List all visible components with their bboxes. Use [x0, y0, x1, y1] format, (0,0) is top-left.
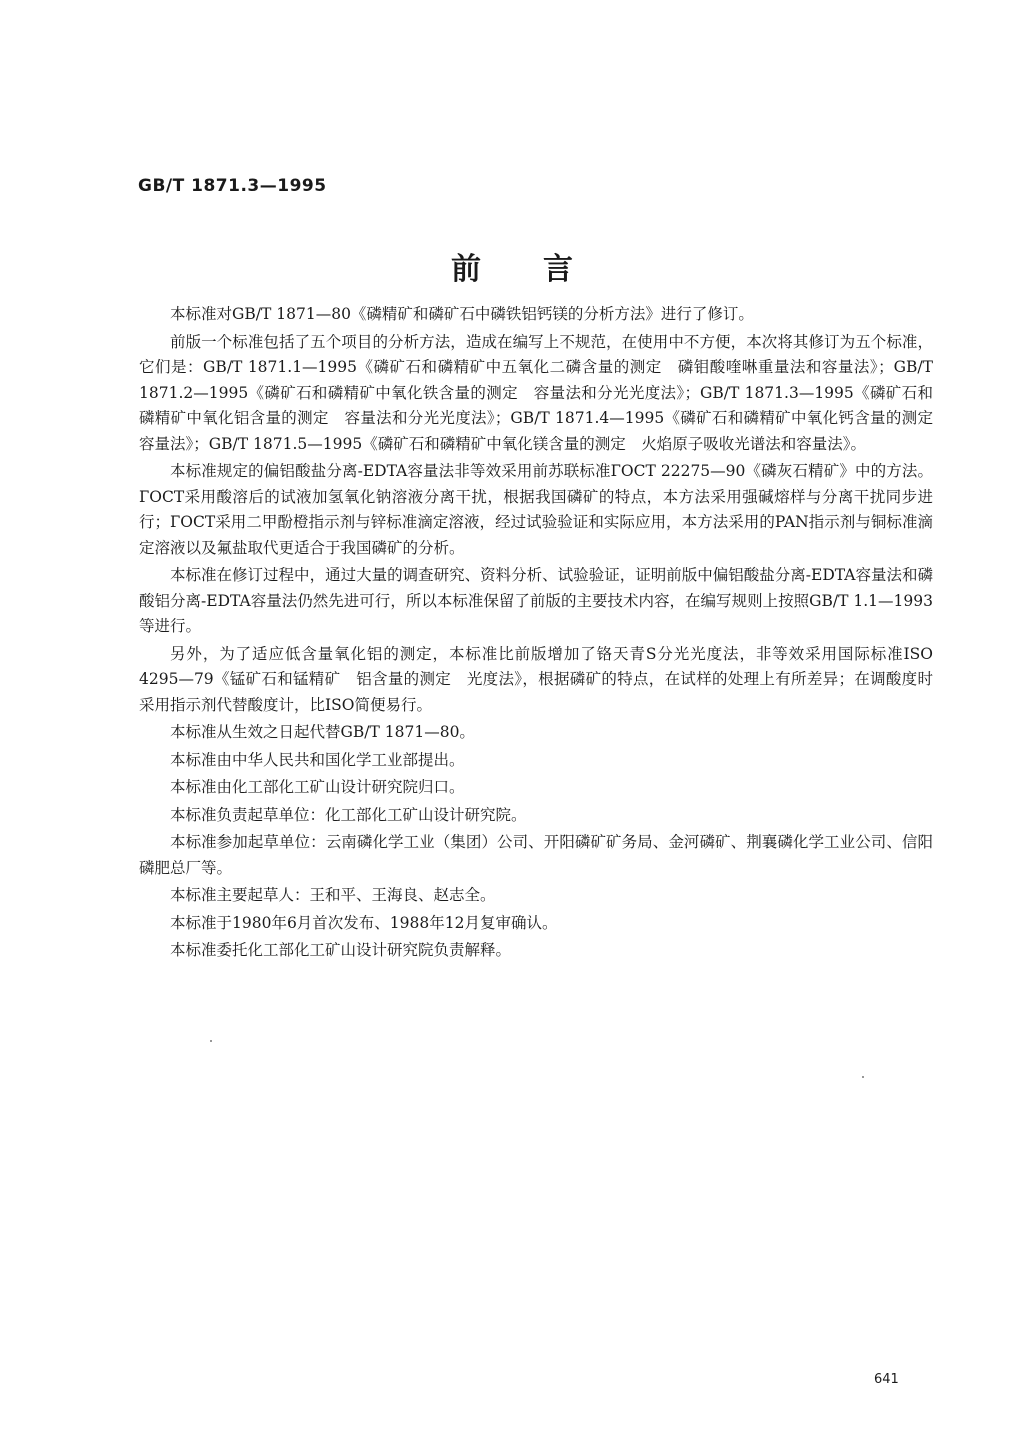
paragraph: 本标准从生效之日起代替GB/T 1871—80。	[170, 723, 475, 741]
paragraph: 本标准参加起草单位：云南磷化学工业（集团）公司、开阳磷矿矿务局、金河磷矿、荆襄磷化学工业公司、信阳磷肥总厂等。	[139, 833, 933, 877]
scan-speck	[862, 1076, 864, 1078]
paragraph: 本标准由中华人民共和国化学工业部提出。	[170, 750, 465, 769]
scan-speck	[210, 1040, 212, 1042]
paragraph: 另外，为了适应低含量氧化铝的测定，本标准比前版增加了铬天青S分光光度法，非等效采用国际标准ISO 4295—79《锰矿石和锰精矿 铝含量的测定 光度法》，根据磷矿的特点，在试样的处理上有所差异；在调酸度时采用指示剂代替酸度计，比ISO简便易行。	[139, 644, 933, 714]
paragraph: 本标准对GB/T 1871—80《磷精矿和磷矿石中磷铁铝钙镁的分析方法》进行了修订。	[170, 305, 754, 323]
standard-code: GB/T 1871.3—1995	[138, 176, 327, 196]
paragraph: 本标准委托化工部化工矿山设计研究院负责解释。	[170, 941, 512, 959]
paragraph: 前版一个标准包括了五个项目的分析方法，造成在编写上不规范，在使用中不方便，本次将其修订为五个标准，它们是：GB/T 1871.1—1995《磷矿石和磷精矿中五氧化二磷含量的测定 磷钼酸喹啉重量法和容量法》；GB/T 1871.2—1995《磷矿石和磷精矿中氧化铁含量的测定 容量法和分光光度法》；GB/T 1871.3—1995《磷矿石和磷精矿中氧化铝含量的测定 容量法和分光光度法》；GB/T 1871.4—1995《磷矿石和磷精矿中氧化钙含量的测定 容量法》；GB/T 1871.5—1995《磷矿石和磷精矿中氧化镁含量的测定 火焰原子吸收光谱法和容量法》。	[139, 332, 949, 453]
paragraph: 本标准由化工部化工矿山设计研究院归口。	[170, 778, 465, 796]
paragraph: 本标准在修订过程中，通过大量的调查研究、资料分析、试验验证，证明前版中偏铝酸盐分离-EDTA容量法和磷酸铝分离-EDTA容量法仍然先进可行，所以本标准保留了前版的主要技术内容，在编写规则上按照GB/T 1.1—1993等进行。	[139, 566, 933, 635]
page-number: 641	[874, 1372, 899, 1387]
paragraph: 本标准负责起草单位：化工部化工矿山设计研究院。	[170, 805, 527, 824]
paragraph: 本标准主要起草人：王和平、王海良、赵志全。	[170, 886, 496, 904]
foreword-body	[139, 302, 949, 966]
page-title: 前言	[451, 252, 635, 287]
paragraph: 本标准规定的偏铝酸盐分离-EDTA容量法非等效采用前苏联标准ГОСТ 22275—90《磷灰石精矿》中的方法。ГОСТ采用酸溶后的试液加氢氧化钠溶液分离干扰，根据我国磷矿的特点，本方法采用强碱熔样与分离干扰同步进行；ГОСТ采用二甲酚橙指示剂与锌标准滴定溶液，经过试验验证和实际应用，本方法采用的PAN指示剂与铜标准滴定溶液以及氟盐取代更适合于我国磷矿的分析。	[139, 462, 933, 557]
paragraph: 本标准于1980年6月首次发布、1988年12月复审确认。	[170, 913, 558, 932]
